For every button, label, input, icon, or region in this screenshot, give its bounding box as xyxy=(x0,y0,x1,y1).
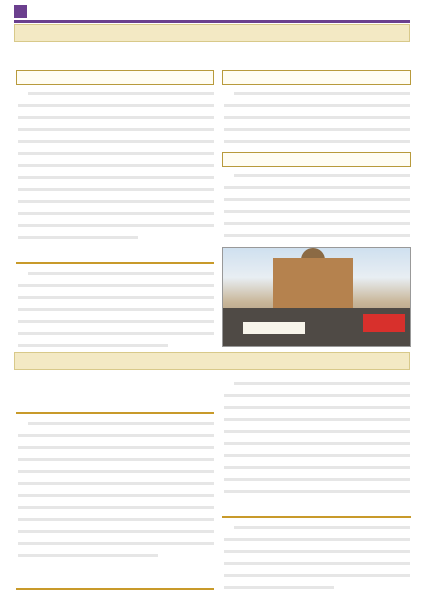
text-line xyxy=(18,296,214,299)
article2-headline-band xyxy=(14,352,410,370)
text-line xyxy=(18,470,214,473)
text-line xyxy=(224,406,410,409)
text-line xyxy=(234,382,410,385)
text-line xyxy=(28,92,214,95)
article2-right-section1-body xyxy=(224,524,410,594)
text-line xyxy=(28,272,214,275)
text-line xyxy=(234,92,410,95)
text-line xyxy=(224,198,410,201)
article2-left-section2-title-box xyxy=(16,574,214,590)
text-line xyxy=(224,104,410,107)
text-line xyxy=(224,210,410,213)
text-line xyxy=(18,530,214,533)
text-line xyxy=(224,538,410,541)
text-line xyxy=(18,224,214,227)
article1-left-section1-title-box xyxy=(16,70,214,85)
text-line xyxy=(224,222,410,225)
text-line xyxy=(224,186,410,189)
text-line xyxy=(28,422,214,425)
text-line xyxy=(18,128,214,131)
text-line xyxy=(18,284,214,287)
text-line xyxy=(18,164,214,167)
building-facade xyxy=(273,258,353,314)
text-line xyxy=(18,554,158,557)
protest-sign xyxy=(363,314,405,332)
text-line xyxy=(18,458,214,461)
article2-right-section1-title-box xyxy=(222,502,411,518)
text-line xyxy=(224,454,410,457)
text-line xyxy=(224,550,410,553)
protest-photo xyxy=(222,247,411,347)
text-line xyxy=(234,526,410,529)
text-line xyxy=(224,394,410,397)
text-line xyxy=(224,442,410,445)
text-line xyxy=(18,332,214,335)
article1-left-section2-title-box xyxy=(16,248,214,264)
text-line xyxy=(18,152,214,155)
text-line xyxy=(18,506,214,509)
text-line xyxy=(224,562,410,565)
page-header xyxy=(14,4,410,20)
text-line xyxy=(18,344,168,347)
text-line xyxy=(18,188,214,191)
text-line xyxy=(224,234,410,237)
text-line xyxy=(18,104,214,107)
text-line xyxy=(18,518,214,521)
text-line xyxy=(18,236,138,239)
article1-headline-band xyxy=(14,24,410,42)
page-number-badge xyxy=(14,5,27,18)
text-line xyxy=(224,586,334,589)
text-line xyxy=(224,128,410,131)
text-line xyxy=(234,174,410,177)
text-line xyxy=(18,494,214,497)
text-line xyxy=(18,140,214,143)
text-line xyxy=(18,542,214,545)
text-line xyxy=(224,116,410,119)
text-line xyxy=(224,430,410,433)
protest-banner xyxy=(243,322,305,334)
text-line xyxy=(18,320,214,323)
text-line xyxy=(224,140,410,143)
text-line xyxy=(224,478,410,481)
text-line xyxy=(224,466,410,469)
text-line xyxy=(18,446,214,449)
text-line xyxy=(224,418,410,421)
text-line xyxy=(224,574,410,577)
text-line xyxy=(224,490,410,493)
text-line xyxy=(18,308,214,311)
text-line xyxy=(18,200,214,203)
text-line xyxy=(18,434,214,437)
header-rule xyxy=(14,20,410,23)
text-line xyxy=(18,482,214,485)
article2-left-section1-title-box xyxy=(16,398,214,414)
text-line xyxy=(18,116,214,119)
text-line xyxy=(18,176,214,179)
text-line xyxy=(18,212,214,215)
article1-right-section2-title-box xyxy=(222,152,411,167)
article1-right-section1-title-box xyxy=(222,70,411,85)
